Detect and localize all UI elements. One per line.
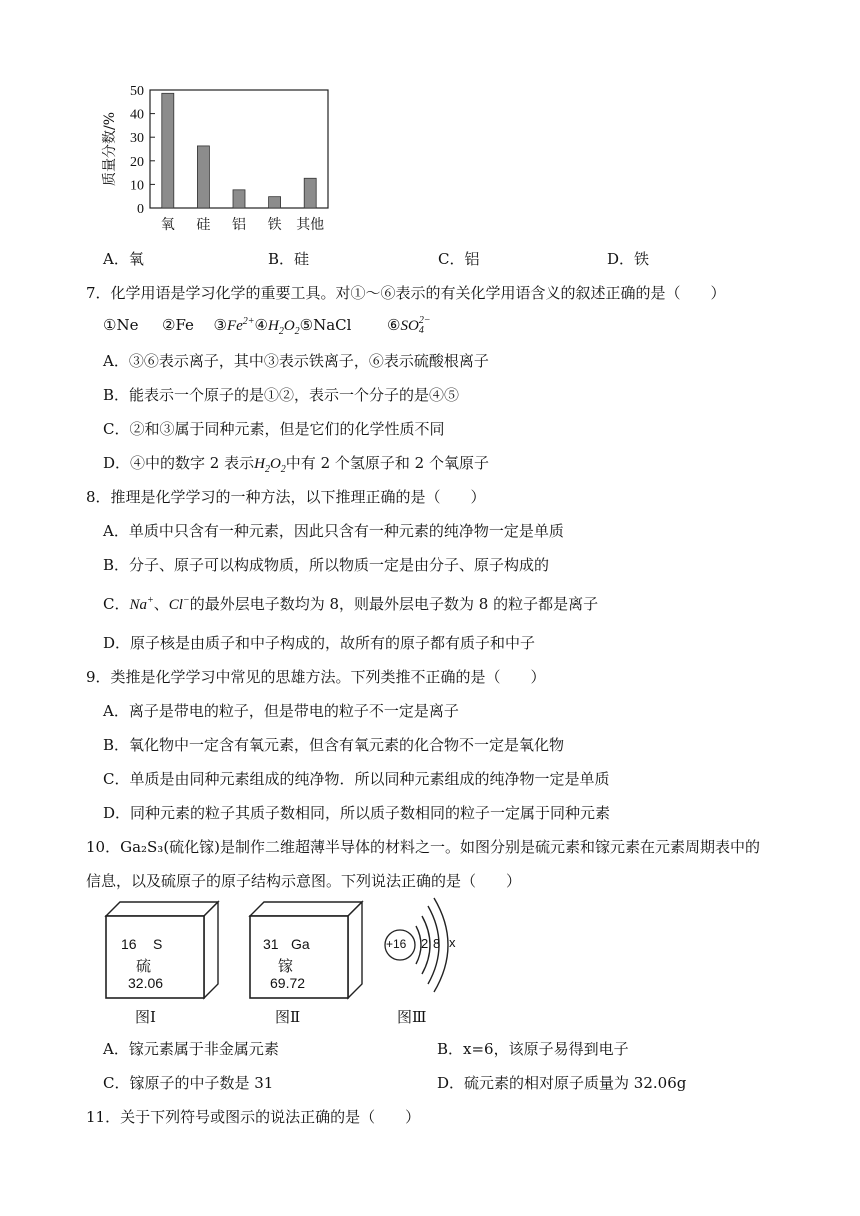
q11-stem: 11．关于下列符号或图示的说法正确的是（ ） bbox=[86, 1108, 421, 1126]
q10-stem-line2: 信息，以及硫原子的原子结构示意图。下列说法正确的是（ ） bbox=[86, 872, 522, 890]
y-tick-label: 20 bbox=[130, 154, 144, 170]
x-tick-label: 氧 bbox=[160, 217, 175, 233]
q7-symbol-3: $③Fe^{2+}$ bbox=[213, 316, 255, 334]
bar-4 bbox=[269, 197, 281, 208]
shell-3-electrons: x bbox=[449, 935, 456, 950]
q9-option-b[interactable]: B．氧化物中一定含有氧元素，但含有氧元素的化合物不一定是氧化物 bbox=[103, 736, 565, 754]
q7-symbol-5: ⑤NaCl bbox=[299, 316, 352, 334]
q8-option-a[interactable]: A．单质中只含有一种元素，因此只含有一种元素的纯净物一定是单质 bbox=[103, 522, 564, 540]
q6-option-d[interactable]: D．铁 bbox=[607, 250, 650, 268]
y-tick-label: 40 bbox=[130, 107, 144, 123]
sulfur-atomic-number: 16 bbox=[121, 936, 137, 952]
y-tick-label: 0 bbox=[137, 202, 144, 217]
q7-stem: 7．化学用语是学习化学的重要工具。对①～⑥表示的有关化学用语含义的叙述正确的是（ ） bbox=[86, 284, 726, 302]
y-tick-label: 50 bbox=[130, 84, 144, 99]
figure-1-caption: 图Ⅰ bbox=[135, 1008, 156, 1026]
y-tick-label: 10 bbox=[130, 178, 144, 194]
x-tick-label: 铝 bbox=[232, 217, 246, 233]
q9-stem: 9．类推是化学学习中常见的思雄方法。下列类推不正确的是（ ） bbox=[86, 668, 546, 686]
y-axis-label: 质量分数/% bbox=[102, 111, 118, 187]
q8-stem: 8．推理是化学学习的一种方法，以下推理正确的是（ ） bbox=[86, 488, 486, 506]
q7-option-c[interactable]: C．②和③属于同种元素，但是它们的化学性质不同 bbox=[103, 420, 445, 438]
figure-2-caption: 图Ⅱ bbox=[275, 1008, 301, 1026]
q6-option-c[interactable]: C．铝 bbox=[438, 250, 480, 268]
q8-option-c[interactable]: C．Na+、Cl−的最外层电子数均为 8，则最外层电子数为 8 的粒子都是离子 bbox=[103, 595, 599, 613]
q7-option-b[interactable]: B．能表示一个原子的是①②，表示一个分子的是④⑤ bbox=[103, 386, 460, 404]
gallium-symbol: Ga bbox=[291, 936, 310, 952]
q7-symbol-6: ⑥SO 2− 4 bbox=[387, 315, 431, 336]
gallium-name: 镓 bbox=[278, 957, 294, 975]
q7-symbol-2: ②Fe bbox=[162, 316, 194, 334]
sulfur-atomic-mass: 32.06 bbox=[128, 975, 164, 991]
y-tick-label: 30 bbox=[130, 131, 144, 147]
q10-option-a[interactable]: A．镓元素属于非金属元素 bbox=[103, 1040, 279, 1058]
gallium-atomic-number: 31 bbox=[263, 936, 279, 952]
bar-1 bbox=[162, 93, 174, 208]
gallium-atomic-mass: 69.72 bbox=[270, 975, 306, 991]
x-tick-label: 铁 bbox=[267, 217, 282, 233]
q7-option-d[interactable]: D．④中的数字 2 表示$H_2O_2$中有 2 个氢原子和 2 个氧原子 bbox=[103, 454, 489, 475]
bar-2 bbox=[197, 146, 209, 208]
q6-option-a[interactable]: A．氧 bbox=[103, 250, 144, 268]
bar-5 bbox=[304, 178, 316, 208]
q10-option-b[interactable]: B．x=6，该原子易得到电子 bbox=[437, 1040, 629, 1058]
element-mass-chart bbox=[98, 82, 338, 242]
sulfur-symbol: S bbox=[153, 936, 163, 952]
nucleus-charge: +16 bbox=[386, 937, 407, 951]
q10-option-c[interactable]: C．镓原子的中子数是 31 bbox=[103, 1074, 274, 1092]
q10-stem-line1: 10．Ga₂S₃(硫化镓)是制作二维超薄半导体的材料之一。如图分别是硫元素和镓元素在元素周期表中的 bbox=[86, 838, 761, 856]
figure-3-caption: 图Ⅲ bbox=[397, 1008, 427, 1026]
q9-option-c[interactable]: C．单质是由同种元素组成的纯净物．所以同种元素组成的纯净物一定是单质 bbox=[103, 770, 610, 788]
sulfur-name: 硫 bbox=[136, 957, 152, 975]
q10-option-d[interactable]: D．硫元素的相对原子质量为 32.06g bbox=[437, 1074, 687, 1092]
q9-option-d[interactable]: D．同种元素的粒子其质子数相同，所以质子数相同的粒子一定属于同种元素 bbox=[103, 804, 611, 822]
q8-option-b[interactable]: B．分子、原子可以构成物质，所以物质一定是由分子、原子构成的 bbox=[103, 556, 550, 574]
q7-symbols bbox=[103, 316, 431, 337]
shell-2-electrons: 8 bbox=[433, 936, 441, 951]
q7-symbol-1: ①Ne bbox=[103, 316, 139, 334]
x-tick-label: 其他 bbox=[296, 217, 325, 233]
x-tick-label: 硅 bbox=[196, 217, 211, 233]
q6-option-b[interactable]: B．硅 bbox=[268, 250, 310, 268]
q8-option-d[interactable]: D．原子核是由质子和中子构成的，故所有的原子都有质子和中子 bbox=[103, 634, 536, 652]
q7-symbol-4: $④H_2O_2$ bbox=[254, 316, 300, 337]
q7-option-a[interactable]: A．③⑥表示离子，其中③表示铁离子，⑥表示硫酸根离子 bbox=[103, 352, 489, 370]
shell-1-electrons: 2 bbox=[421, 936, 429, 951]
bar-3 bbox=[233, 190, 245, 208]
q9-option-a[interactable]: A．离子是带电的粒子，但是带电的粒子不一定是离子 bbox=[103, 702, 459, 720]
